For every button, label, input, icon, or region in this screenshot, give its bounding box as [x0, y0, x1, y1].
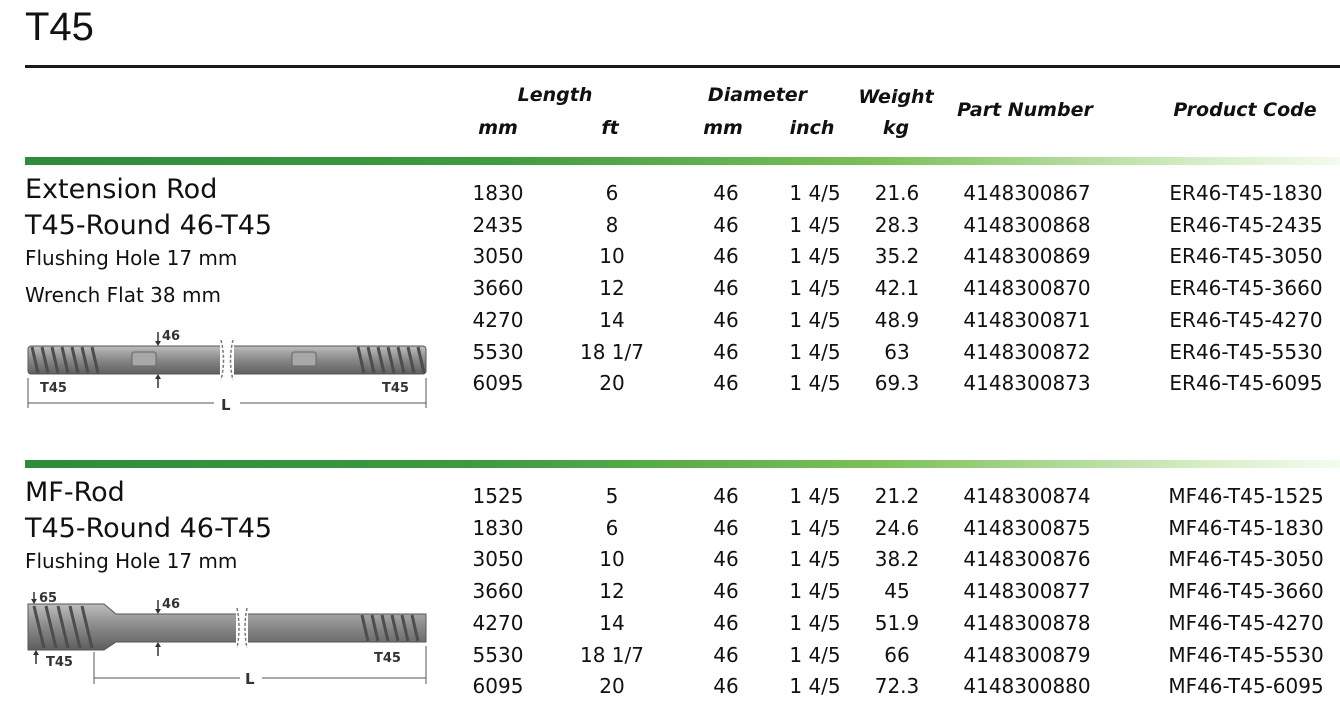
cell-length-ft: 14	[599, 308, 625, 332]
header-mm-diameter: mm	[703, 117, 743, 139]
cell-part-number: 4148300879	[963, 643, 1091, 667]
cell-diameter-mm: 46	[713, 579, 739, 603]
cell-diameter-mm: 46	[713, 547, 739, 571]
cell-diameter-mm: 46	[713, 340, 739, 364]
page-title: T45	[25, 5, 94, 49]
cell-diameter-inch: 1 4/5	[789, 674, 841, 698]
cell-weight-kg: 72.3	[874, 674, 920, 698]
cell-diameter-inch: 1 4/5	[789, 340, 841, 364]
cell-length-mm: 5530	[472, 340, 524, 364]
cell-length-mm: 3660	[472, 276, 524, 300]
cell-length-mm: 5530	[472, 643, 524, 667]
diagram-left-thread-label: T45	[40, 381, 67, 396]
cell-part-number: 4148300875	[963, 516, 1091, 540]
cell-length-ft: 18 1/7	[580, 340, 644, 364]
cell-part-number: 4148300870	[963, 276, 1091, 300]
diagram-length-label-2: L	[245, 670, 255, 686]
cell-diameter-mm: 46	[713, 484, 739, 508]
cell-product-code: ER46-T45-4270	[1169, 308, 1323, 332]
cell-length-ft: 20	[599, 371, 625, 395]
cell-diameter-mm: 46	[713, 181, 739, 205]
cell-length-mm: 6095	[472, 674, 524, 698]
cell-diameter-inch: 1 4/5	[789, 516, 841, 540]
header-product-code: Product Code	[1173, 99, 1317, 121]
cell-part-number: 4148300867	[963, 181, 1091, 205]
section-divider-2	[25, 460, 1340, 468]
cell-diameter-mm: 46	[713, 244, 739, 268]
cell-diameter-mm: 46	[713, 371, 739, 395]
cell-diameter-mm: 46	[713, 611, 739, 635]
cell-length-mm: 1830	[472, 181, 524, 205]
header-mm: mm	[478, 117, 518, 139]
section-divider-1	[25, 157, 1340, 165]
header-part-number: Part Number	[957, 99, 1093, 121]
cell-part-number: 4148300874	[963, 484, 1091, 508]
cell-diameter-inch: 1 4/5	[789, 611, 841, 635]
cell-length-mm: 1830	[472, 516, 524, 540]
cell-part-number: 4148300869	[963, 244, 1091, 268]
cell-product-code: MF46-T45-3660	[1168, 579, 1324, 603]
diagram-right-thread-label-2: T45	[374, 651, 401, 666]
cell-length-mm: 4270	[472, 308, 524, 332]
cell-diameter-inch: 1 4/5	[789, 276, 841, 300]
cell-diameter-inch: 1 4/5	[789, 484, 841, 508]
cell-length-ft: 20	[599, 674, 625, 698]
extension-rod-diagram	[22, 326, 432, 414]
cell-product-code: ER46-T45-1830	[1169, 181, 1323, 205]
cell-product-code: MF46-T45-1525	[1168, 484, 1324, 508]
cell-length-ft: 6	[605, 516, 619, 540]
diagram-length-label: L	[221, 396, 231, 414]
cell-weight-kg: 21.2	[874, 484, 920, 508]
cell-diameter-inch: 1 4/5	[789, 643, 841, 667]
cell-weight-kg: 28.3	[874, 213, 920, 237]
cell-weight-kg: 63	[884, 340, 910, 364]
cell-product-code: MF46-T45-5530	[1168, 643, 1324, 667]
cell-weight-kg: 21.6	[874, 181, 920, 205]
cell-product-code: ER46-T45-6095	[1169, 371, 1323, 395]
cell-length-mm: 6095	[472, 371, 524, 395]
diagram-diameter-label-2: 46	[162, 597, 181, 612]
cell-diameter-mm: 46	[713, 213, 739, 237]
cell-length-ft: 14	[599, 611, 625, 635]
cell-length-ft: 12	[599, 579, 625, 603]
cell-length-ft: 5	[605, 484, 619, 508]
cell-diameter-inch: 1 4/5	[789, 213, 841, 237]
cell-length-ft: 6	[605, 181, 619, 205]
cell-weight-kg: 66	[884, 643, 910, 667]
cell-diameter-mm: 46	[713, 276, 739, 300]
cell-length-mm: 1525	[472, 484, 524, 508]
cell-product-code: ER46-T45-5530	[1169, 340, 1323, 364]
cell-diameter-mm: 46	[713, 643, 739, 667]
mf-rod-diagram	[22, 590, 432, 686]
cell-weight-kg: 38.2	[874, 547, 920, 571]
cell-length-ft: 18 1/7	[580, 643, 644, 667]
cell-length-ft: 8	[605, 213, 619, 237]
cell-length-mm: 3050	[472, 244, 524, 268]
section-1-subtitle-line-2: Wrench Flat 38 mm	[25, 283, 221, 307]
cell-length-ft: 10	[599, 244, 625, 268]
cell-product-code: MF46-T45-4270	[1168, 611, 1324, 635]
header-weight: Weight	[858, 86, 934, 108]
cell-length-mm: 2435	[472, 213, 524, 237]
section-2-title-line-1: MF-Rod	[25, 477, 125, 508]
cell-part-number: 4148300880	[963, 674, 1091, 698]
cell-diameter-mm: 46	[713, 308, 739, 332]
section-1-subtitle-line-1: Flushing Hole 17 mm	[25, 246, 238, 270]
cell-diameter-inch: 1 4/5	[789, 244, 841, 268]
cell-part-number: 4148300878	[963, 611, 1091, 635]
cell-part-number: 4148300871	[963, 308, 1091, 332]
section-1-title-line-1: Extension Rod	[25, 174, 218, 205]
cell-diameter-inch: 1 4/5	[789, 547, 841, 571]
diagram-left-thread-label-2: T45	[46, 655, 73, 670]
cell-product-code: ER46-T45-3050	[1169, 244, 1323, 268]
cell-length-mm: 3660	[472, 579, 524, 603]
header-diameter: Diameter	[707, 84, 808, 106]
cell-weight-kg: 69.3	[874, 371, 920, 395]
cell-product-code: ER46-T45-3660	[1169, 276, 1323, 300]
cell-product-code: MF46-T45-1830	[1168, 516, 1324, 540]
cell-part-number: 4148300868	[963, 213, 1091, 237]
cell-weight-kg: 45	[884, 579, 910, 603]
cell-length-mm: 4270	[472, 611, 524, 635]
cell-diameter-mm: 46	[713, 674, 739, 698]
cell-diameter-inch: 1 4/5	[789, 579, 841, 603]
cell-length-ft: 12	[599, 276, 625, 300]
cell-weight-kg: 24.6	[874, 516, 920, 540]
top-rule	[25, 65, 1340, 68]
cell-part-number: 4148300876	[963, 547, 1091, 571]
cell-diameter-inch: 1 4/5	[789, 308, 841, 332]
diagram-big-diameter-label: 65	[39, 591, 58, 606]
cell-weight-kg: 42.1	[874, 276, 920, 300]
cell-diameter-inch: 1 4/5	[789, 181, 841, 205]
cell-diameter-inch: 1 4/5	[789, 371, 841, 395]
cell-length-mm: 3050	[472, 547, 524, 571]
cell-product-code: ER46-T45-2435	[1169, 213, 1323, 237]
header-ft: ft	[601, 117, 619, 139]
cell-product-code: MF46-T45-6095	[1168, 674, 1324, 698]
cell-product-code: MF46-T45-3050	[1168, 547, 1324, 571]
cell-part-number: 4148300873	[963, 371, 1091, 395]
cell-length-ft: 10	[599, 547, 625, 571]
section-2-subtitle-line-1: Flushing Hole 17 mm	[25, 549, 238, 573]
header-length: Length	[517, 84, 593, 106]
cell-part-number: 4148300872	[963, 340, 1091, 364]
cell-weight-kg: 48.9	[874, 308, 920, 332]
cell-weight-kg: 51.9	[874, 611, 920, 635]
section-1-title-line-2: T45-Round 46-T45	[25, 210, 273, 241]
header-kg: kg	[882, 117, 910, 139]
diagram-diameter-label: 46	[162, 329, 181, 344]
header-inch: inch	[789, 117, 835, 139]
diagram-right-thread-label: T45	[382, 381, 409, 396]
cell-part-number: 4148300877	[963, 579, 1091, 603]
cell-weight-kg: 35.2	[874, 244, 920, 268]
section-2-title-line-2: T45-Round 46-T45	[25, 513, 273, 544]
cell-diameter-mm: 46	[713, 516, 739, 540]
